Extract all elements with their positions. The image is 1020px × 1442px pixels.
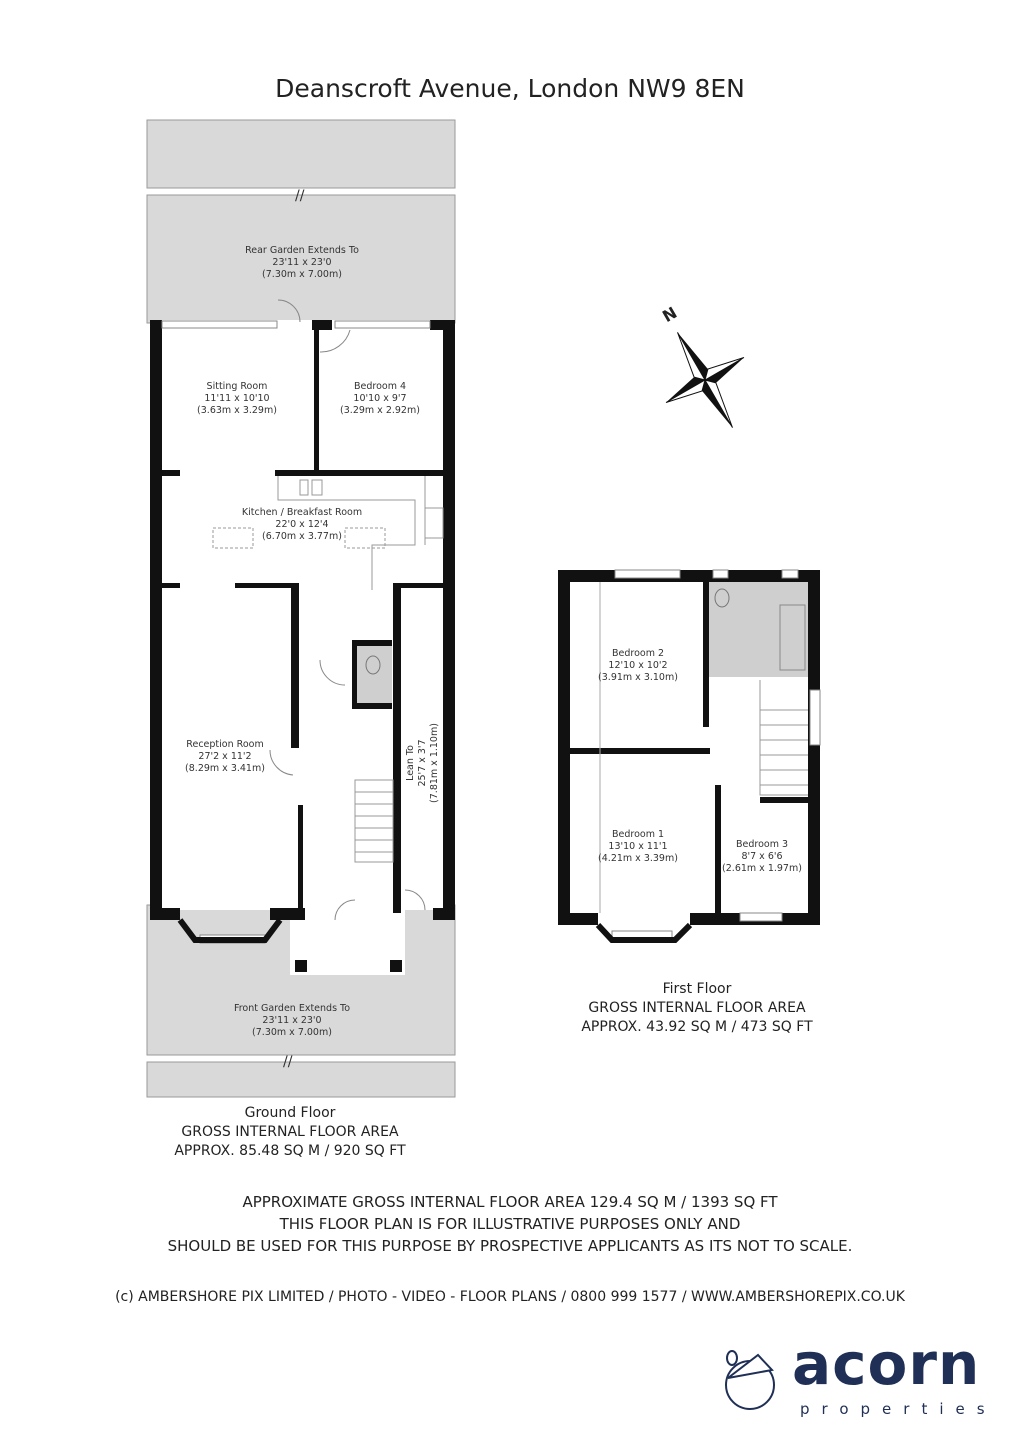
compass-label: N — [659, 302, 681, 327]
room-label-bedroom-3: Bedroom 3 8'7 x 6'6 (2.61m x 1.97m) — [722, 839, 802, 874]
break-mark: // — [295, 188, 305, 204]
first-floor-stairs — [760, 680, 808, 795]
disclaimer: APPROXIMATE GROSS INTERNAL FLOOR AREA 129.4 SQ M / 1393 SQ FT THIS FLOOR PLAN IS FOR ILLUSTRATIVE PURPOSES ONLY AND SHOULD BE USED FOR THIS PURPOSE BY PROSPECTIVE APPLICANTS AS ITS NOT TO SCALE. — [167, 1193, 853, 1255]
page-title: Deanscroft Avenue, London NW9 8EN — [275, 74, 745, 103]
room-label-bedroom-1: Bedroom 1 13'10 x 11'1 (4.21m x 3.39m) — [598, 829, 678, 864]
room-label-rear-garden: Rear Garden Extends To 23'11 x 23'0 (7.30m x 7.00m) — [245, 245, 359, 280]
break-mark: // — [283, 1054, 293, 1070]
room-label-bedroom-2: Bedroom 2 12'10 x 10'2 (3.91m x 3.10m) — [598, 648, 678, 683]
wc-room — [357, 646, 392, 703]
room-label-sitting-room: Sitting Room 11'11 x 10'10 (3.63m x 3.29m) — [197, 381, 277, 416]
room-label-reception-room: Reception Room 27'2 x 11'2 (8.29m x 3.41m) — [185, 739, 265, 774]
room-label-kitchen: Kitchen / Breakfast Room 22'0 x 12'4 (6.70m x 3.77m) — [241, 507, 363, 542]
ground-floor-caption: Ground Floor GROSS INTERNAL FLOOR AREA APPROX. 85.48 SQ M / 920 SQ FT — [174, 1105, 406, 1159]
logo-subtitle: properties — [800, 1400, 997, 1418]
room-label-bedroom-4: Bedroom 4 10'10 x 9'7 (3.29m x 2.92m) — [340, 381, 420, 416]
first-floor-caption: First Floor GROSS INTERNAL FLOOR AREA APPROX. 43.92 SQ M / 473 SQ FT — [581, 981, 813, 1035]
rear-garden — [147, 120, 455, 323]
bathroom — [709, 582, 808, 677]
compass-rose-icon — [639, 310, 772, 450]
logo-wordmark: acorn — [792, 1330, 981, 1398]
room-label-lean-to: Lean To 25'7 x 3'7 (7.81m x 1.10m) — [405, 723, 440, 803]
room-label-front-garden: Front Garden Extends To 23'11 x 23'0 (7.30m x 7.00m) — [233, 1003, 351, 1038]
credit-line: (c) AMBERSHORE PIX LIMITED / PHOTO - VIDEO - FLOOR PLANS / 0800 999 1577 / WWW.AMBERSHOREPIX.CO.UK — [115, 1289, 905, 1305]
acorn-icon — [726, 1351, 774, 1409]
